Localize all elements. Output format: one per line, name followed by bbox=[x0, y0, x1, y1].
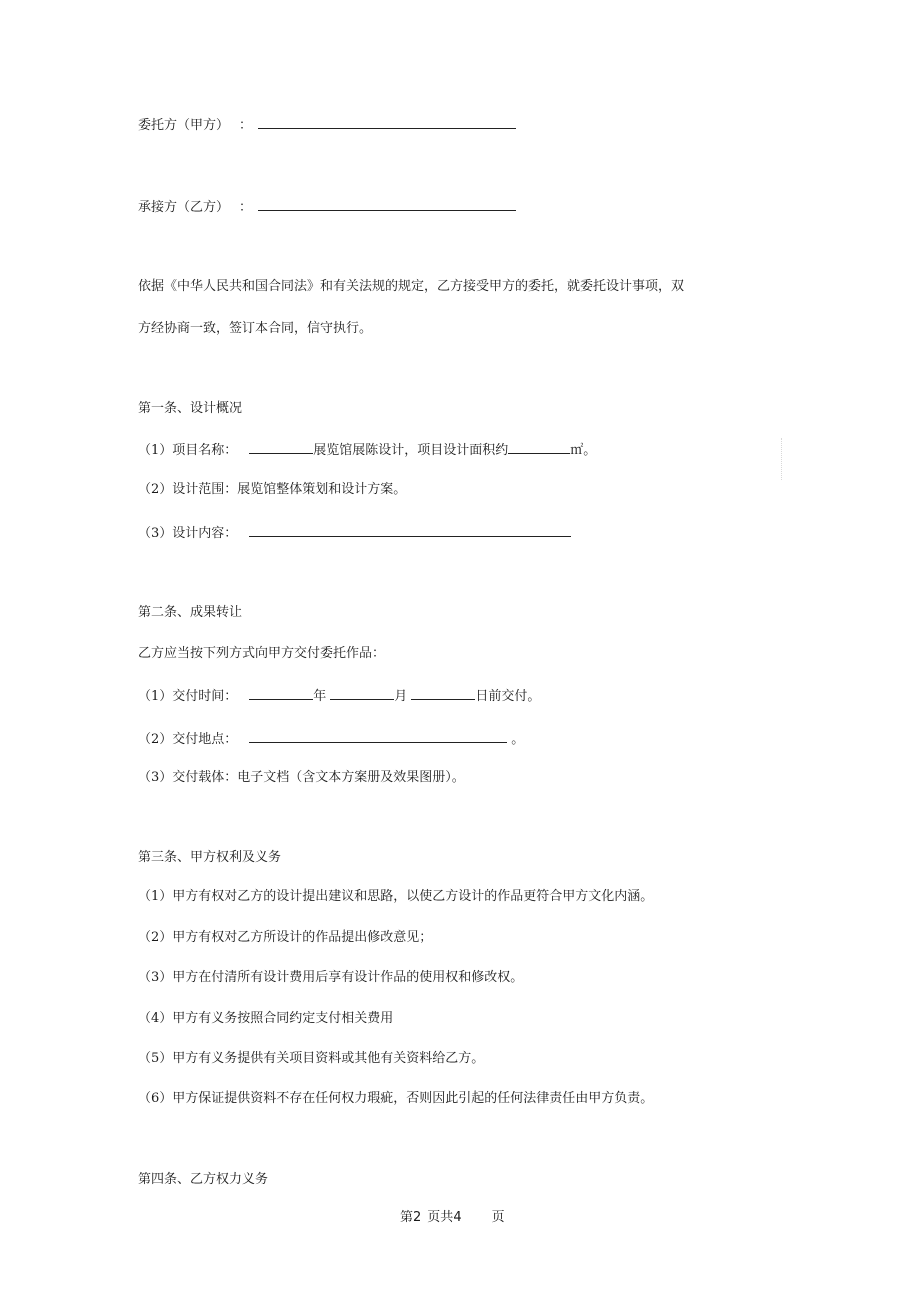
margin-mark bbox=[781, 438, 782, 480]
article3-item-1: （1）甲方有权对乙方的设计提出建议和思路，以使乙方设计的作品更符合甲方文化内涵。 bbox=[138, 889, 654, 904]
area-blank[interactable] bbox=[508, 439, 570, 454]
article2-item1 bbox=[138, 685, 540, 706]
client-line bbox=[138, 114, 516, 135]
client-colon: ： bbox=[239, 118, 253, 133]
article3-item-3: （3）甲方在付清所有设计费用后享有设计作品的使用权和修改权。 bbox=[138, 970, 524, 985]
article4-title: 第四条、乙方权力义务 bbox=[138, 1172, 269, 1187]
intro-line-1: 依据《中华人民共和国合同法》和有关法规的规定，乙方接受甲方的委托，就委托设计事项，双 bbox=[138, 279, 685, 294]
client-label: 委托方（甲方） bbox=[138, 118, 230, 133]
contractor-label: 承接方（乙方） bbox=[138, 200, 230, 215]
article2-item3: （3）交付载体：电子文档（含文本方案册及效果图册）。 bbox=[138, 770, 465, 785]
delivery-year-blank[interactable] bbox=[249, 685, 313, 700]
day-suffix: 日前交付。 bbox=[475, 689, 541, 704]
delivery-month-blank[interactable] bbox=[330, 685, 394, 700]
page-footer bbox=[400, 1209, 505, 1227]
year-label: 年 bbox=[313, 689, 327, 704]
month-label: 月 bbox=[394, 689, 408, 704]
article1-item3 bbox=[138, 522, 571, 543]
footer-prefix: 第 bbox=[400, 1210, 414, 1225]
footer-total-pages: 4 bbox=[453, 1210, 462, 1225]
area-unit: ㎡。 bbox=[570, 443, 597, 458]
footer-suffix: 页 bbox=[491, 1210, 505, 1225]
delivery-time-label: （1）交付时间： bbox=[138, 689, 238, 704]
delivery-place-label: （2）交付地点： bbox=[138, 732, 238, 747]
footer-mid: 页共 bbox=[427, 1210, 454, 1225]
client-name-blank[interactable] bbox=[258, 114, 516, 129]
article3-item-4: （4）甲方有义务按照合同约定支付相关费用 bbox=[138, 1011, 394, 1026]
contractor-name-blank[interactable] bbox=[258, 196, 516, 211]
delivery-day-blank[interactable] bbox=[411, 685, 475, 700]
article1-item2: （2）设计范围：展览馆整体策划和设计方案。 bbox=[138, 482, 407, 497]
delivery-place-suffix: 。 bbox=[511, 732, 525, 747]
project-name-label: （1）项目名称： bbox=[138, 443, 238, 458]
article2-item2 bbox=[138, 728, 524, 749]
article1-title: 第一条、设计概况 bbox=[138, 401, 243, 416]
article3-item-2: （2）甲方有权对乙方所设计的作品提出修改意见； bbox=[138, 930, 433, 945]
article2-title: 第二条、成果转让 bbox=[138, 605, 243, 620]
article2-intro: 乙方应当按下列方式向甲方交付委托作品： bbox=[138, 646, 386, 661]
delivery-place-blank[interactable] bbox=[249, 728, 507, 743]
design-content-label: （3）设计内容： bbox=[138, 526, 238, 541]
contractor-colon: ： bbox=[239, 200, 253, 215]
article3-item-5: （5）甲方有义务提供有关项目资料或其他有关资料给乙方。 bbox=[138, 1051, 485, 1066]
article3-title: 第三条、甲方权利及义务 bbox=[138, 850, 282, 865]
footer-page-number: 2 bbox=[413, 1210, 422, 1225]
contractor-line bbox=[138, 196, 516, 217]
project-name-blank[interactable] bbox=[249, 439, 313, 454]
article1-item1 bbox=[138, 439, 596, 460]
design-content-blank[interactable] bbox=[249, 522, 571, 537]
article3-item-6: （6）甲方保证提供资料不存在任何权力瑕疵，否则因此引起的任何法律责任由甲方负责。 bbox=[138, 1091, 654, 1106]
project-name-mid: 展览馆展陈设计，项目设计面积约 bbox=[313, 443, 509, 458]
intro-line-2: 方经协商一致，签订本合同，信守执行。 bbox=[138, 321, 373, 336]
